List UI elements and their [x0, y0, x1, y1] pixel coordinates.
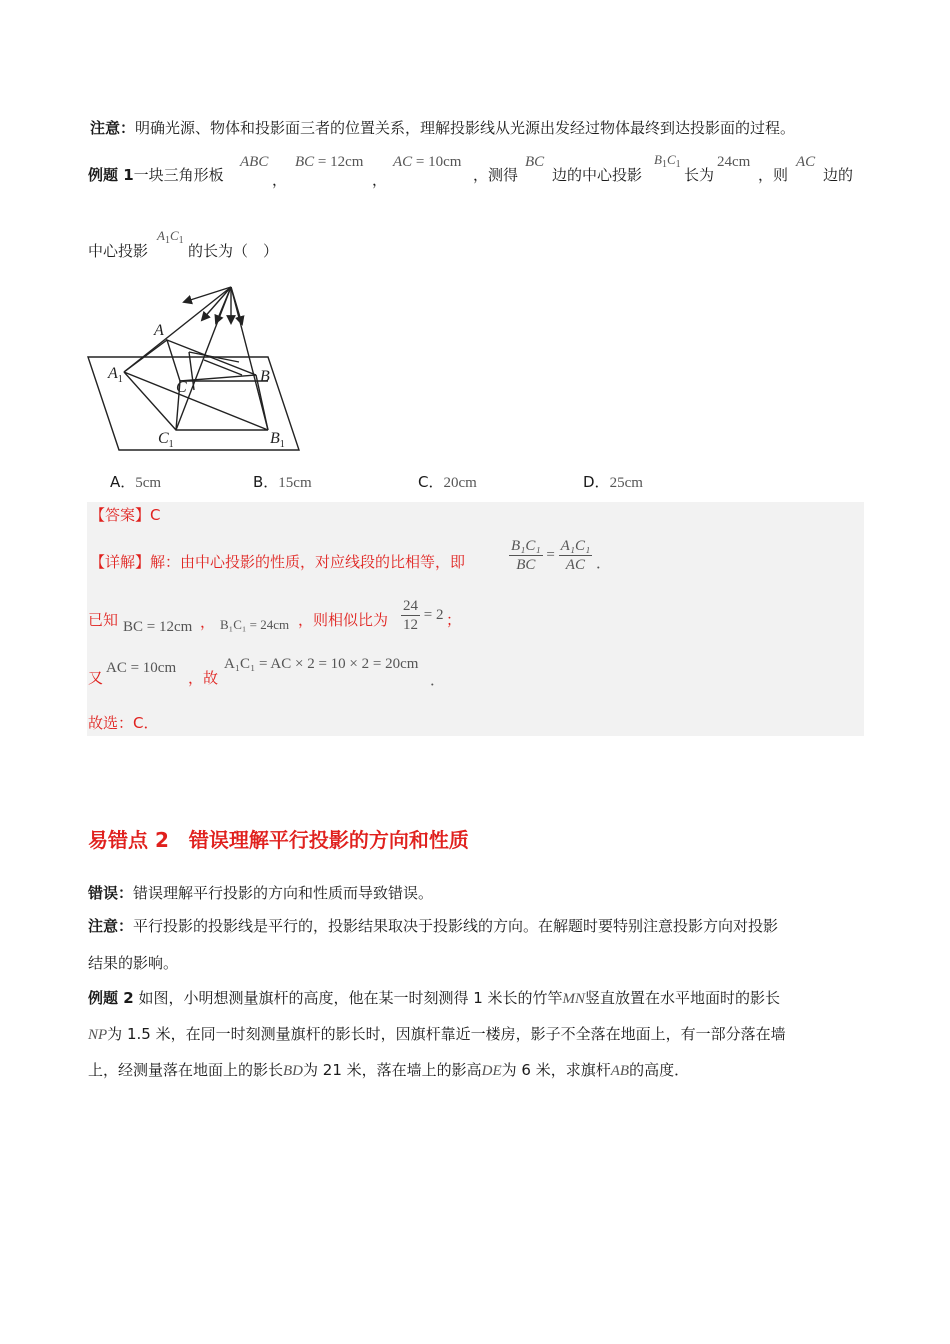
example1-label: 例题 1 — [88, 166, 134, 184]
example1-line2-end: 的长为（ ） — [188, 242, 279, 260]
note-line — [90, 118, 795, 138]
known-line: 已知 — [88, 611, 119, 629]
note2-line1: 注意：平行投影的投影线是平行的，投影结果取决于投影线的方向。在解题时要特别注意投影方向对投影 — [88, 917, 779, 935]
again-line: 又 — [88, 669, 104, 687]
choose-line: 故选：C． — [88, 714, 159, 732]
example1-text: 边的中心投影 — [552, 166, 643, 184]
label-a: A — [154, 322, 164, 339]
math-bc-12: BC = 12cm — [295, 154, 364, 170]
option-b[interactable]: B．15cm — [253, 473, 312, 491]
calc-formula: A₁C₁ = AC × 2 = 10 × 2 = 20cm — [224, 656, 419, 672]
triangle-abc — [167, 340, 256, 381]
projection-figure — [84, 280, 309, 455]
ratio-text: ，则相似比为 — [298, 611, 389, 629]
comma: ， — [200, 613, 216, 631]
math-abc: ABC — [240, 154, 269, 170]
example1-line2: 中心投影 — [88, 242, 149, 260]
answer-value: C — [150, 506, 161, 524]
example2-line1: 例题 2 如图，小明想测量旗杆的高度，他在某一时刻测得 1 米长的竹竿MN竖直放置在水平地面时的影长 — [88, 989, 781, 1007]
sep: ， — [272, 171, 288, 189]
example1-text: 边的 — [823, 166, 854, 184]
math-24cm: 24cm — [717, 154, 751, 170]
example1-text: 一块三角形板 — [133, 166, 224, 184]
example1-line1 — [88, 165, 224, 185]
math-ac: AC — [796, 154, 816, 170]
period: ． — [596, 554, 612, 572]
math-ac-10: AC = 10cm — [393, 154, 462, 170]
label-b: B — [260, 368, 270, 385]
note-text: 明确光源、物体和投影面三者的位置关系，理解投影线从光源出发经过物体最终到达投影面的过程。 — [135, 119, 796, 137]
calc-end: ． — [430, 671, 446, 689]
example2-line2: NP为 1.5 米，在同一时刻测量旗杆的影长时，因旗杆靠近一楼房，影子不全落在地面上，有一部分落在墙 — [88, 1025, 786, 1043]
answer-label: 【答案】 — [90, 506, 151, 524]
error-line: 错误：错误理解平行投影的方向和性质而导致错误。 — [88, 884, 434, 902]
example1-text: ，测得 — [473, 166, 519, 184]
semicolon: ； — [446, 611, 462, 629]
ratio-formula: $\frac{\text{B₁C₁}}{BC}$ = $\frac{\text{A₁C₁}}{AC}$ — [511, 538, 591, 573]
so-text: ，故 — [188, 669, 219, 687]
sep: ， — [372, 171, 388, 189]
known-b1c1: B₁C₁ = 24cm — [220, 617, 290, 632]
math-b1c1: $B_1C_1$ — [654, 152, 681, 170]
ratio-fraction: $\frac{24}{12}$ = 2 — [403, 598, 444, 633]
label-c: C — [176, 379, 187, 396]
known-bc: BC = 12cm — [123, 619, 193, 635]
section-heading: 易错点 2 错误理解平行投影的方向和性质 — [88, 828, 469, 852]
label-c1: $C_1$ — [158, 430, 174, 450]
detail-label: 【详解】 — [90, 553, 151, 571]
example1-text: ，则 — [758, 166, 789, 184]
option-d[interactable]: D．25cm — [583, 473, 643, 491]
again-ac: AC = 10cm — [106, 660, 177, 676]
example2-line3: 上，经测量落在地面上的影长BD为 21 米，落在墙上的影高DE为 6 米，求旗杆AB的高度． — [88, 1061, 690, 1079]
detail-line — [90, 552, 465, 572]
option-a[interactable]: A．5cm — [110, 473, 162, 491]
label-a1: $A_1$ — [108, 365, 123, 385]
note2-line2: 结果的影响。 — [88, 954, 179, 972]
option-c[interactable]: C．20cm — [418, 473, 477, 491]
label-b1: $B_1$ — [270, 430, 285, 450]
answer-line — [90, 505, 161, 525]
example1-text: 长为 — [684, 166, 715, 184]
math-bc: BC — [525, 154, 545, 170]
math-a1c1: $A_1C_1$ — [157, 228, 184, 246]
detail-text: 解：由中心投影的性质，对应线段的比相等，即 — [150, 553, 466, 571]
note-label: 注意： — [90, 119, 136, 137]
